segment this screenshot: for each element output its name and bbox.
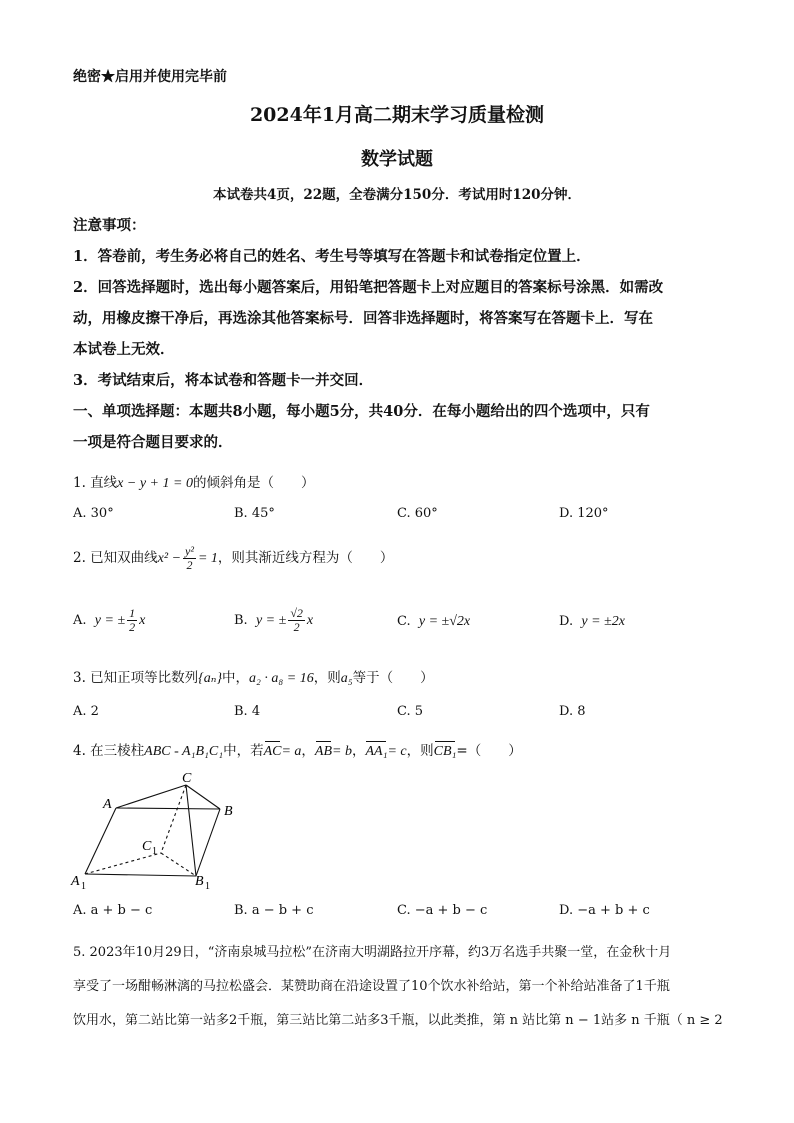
label-b1: B [195,874,204,889]
label-b: B [224,804,233,819]
question-2: 2. 已知双曲线x² − $\frac{\text{y²}}{2}$ = 1，则其渐近线方程为（ ） [73,544,394,572]
label-a: A [103,797,112,812]
q2-option-a[interactable]: A. y = ± $\frac{1}{2}$ x [73,606,146,634]
section-1-line-2: 一项是符合题目要求的． [73,434,233,451]
svg-text:1: 1 [152,846,157,857]
exam-info: 本试卷共4页，22题，全卷满分150分．考试用时120分钟． [212,187,582,203]
label-c1: C [142,839,152,854]
q1-option-a[interactable]: A. 30° [73,506,114,521]
notes-item-2-line-2: 动，用橡皮擦干净后，再选涂其他答案标号．回答非选择题时，将答案写在答题卡上．写在 [73,310,653,327]
label-a1: A [71,874,80,889]
q2-fraction: $\frac{\text{y²}}{2}$ [185,544,194,572]
q2-option-b[interactable]: B. y = ± $\frac{√2}{2}$ x [234,606,314,634]
q2-option-d[interactable]: D. y = ±2x [559,614,625,629]
notes-item-3: 3．考试结束后，将本试卷和答题卡一并交回． [73,372,374,389]
q3-option-a[interactable]: A. 2 [73,704,99,719]
confidential-label: 绝密★启用并使用完毕前 [73,69,227,85]
section-1-line-1: 一、单项选择题：本题共8小题，每小题5分，共40分．在每小题给出的四个选项中，只有 [73,403,650,420]
q3-option-d[interactable]: D. 8 [559,704,586,719]
notes-item-1: 1．答卷前，考生务必将自己的姓名、考生号等填写在答题卡和试卷指定位置上． [73,248,591,265]
question-4: 4. 在三棱柱ABC - A₁B₁C₁中，若AC= a，AB= b，AA₁= c，则CB₁=（ ） [73,743,522,759]
q3-option-c[interactable]: C. 5 [397,704,424,719]
question-5-line-2: 享受了一场酣畅淋漓的马拉松盛会．某赞助商在沿途设置了10个饮水补给站，第一个补给站准备了1千瓶 [73,979,670,994]
q1-option-c[interactable]: C. 60° [397,506,438,521]
question-1: 1. 直线x − y + 1 = 0的倾斜角是（ ） [73,475,315,491]
notes-item-2-line-1: 2．回答选择题时，选出每小题答案后，用铅笔把答题卡上对应题目的答案标号涂黑．如需改 [73,279,664,296]
prism-figure [68,768,248,892]
q1-equation: x − y + 1 = 0 [117,476,193,491]
q4-option-a[interactable]: A. a + b − c [73,903,153,918]
q1-option-d[interactable]: D. 120° [559,506,609,521]
question-5-line-1: 5. 2023年10月29日，“济南泉城马拉松”在济南大明湖路拉开序幕，约3万名选手共聚一堂，在金秋十月 [73,945,672,960]
q3-option-b[interactable]: B. 4 [234,704,261,719]
q1-option-b[interactable]: B. 45° [234,506,275,521]
label-c: C [182,771,192,786]
notes-heading: 注意事项： [73,217,146,234]
q4-option-b[interactable]: B. a − b + c [234,903,314,918]
q4-option-d[interactable]: D. −a + b + c [559,903,650,918]
question-5-line-3: 饮用水，第二站比第一站多2千瓶，第三站比第二站多3千瓶，以此类推，第 n 站比第 n − 1站多 n 千瓶（ n ≥ 2 [73,1013,723,1028]
q4-option-c[interactable]: C. −a + b − c [397,903,488,918]
question-3: 3. 已知正项等比数列{aₙ}中，a₂ · a₈ = 16，则a₅等于（ ） [73,670,434,686]
exam-title: 2024年1月高二期末学习质量检测 [249,104,545,126]
q2-option-c[interactable]: C. y = ±√2x [397,614,471,629]
svg-text:1: 1 [81,881,86,892]
svg-text:1: 1 [205,881,210,892]
notes-item-2-line-3: 本试卷上无效． [73,341,175,358]
exam-subtitle: 数学试题 [361,149,433,170]
